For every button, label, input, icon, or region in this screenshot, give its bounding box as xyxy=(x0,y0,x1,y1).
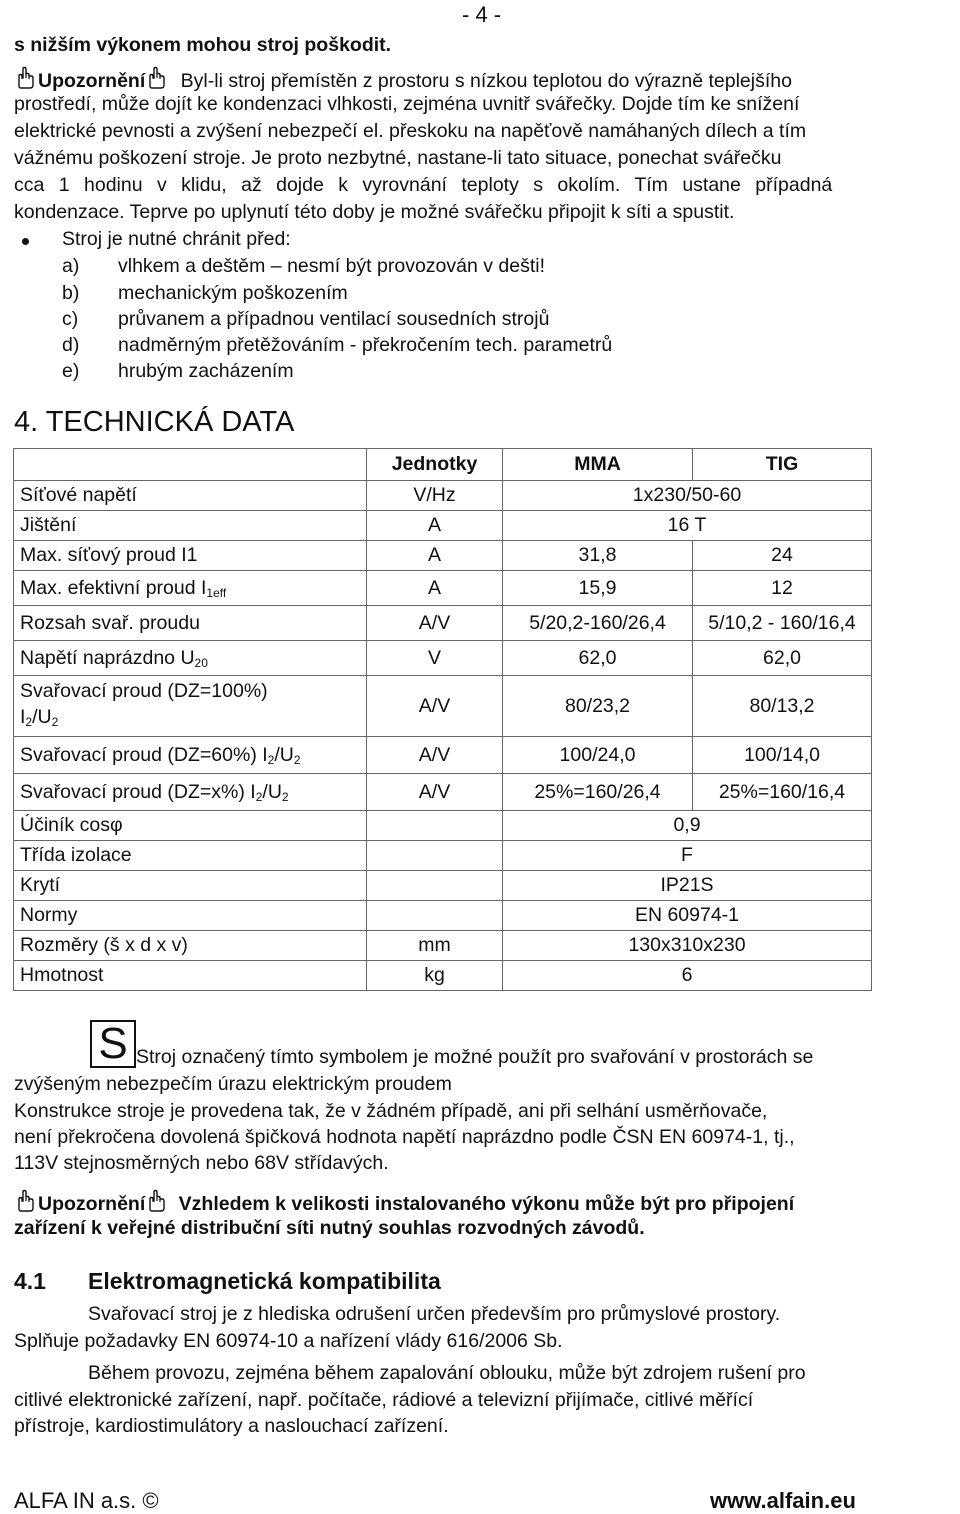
page-number: - 4 - xyxy=(462,2,502,27)
table-cell-tig: 80/13,2 xyxy=(693,676,872,737)
subsection-title: Elektromagnetická kompatibilita xyxy=(88,1268,441,1294)
label-text: /U xyxy=(274,743,294,766)
protect-bullet-text: Stroj je nutné chránit před: xyxy=(62,228,291,250)
warning-2-text: Vzhledem k velikosti instalovaného výkonu může být pro připojení xyxy=(178,1193,795,1215)
table-cell-tig: 5/10,2 - 160/16,4 xyxy=(693,606,872,641)
table-cell-label xyxy=(14,737,367,774)
emc-paragraph-text: Během provozu, zejména během zapalování oblouku, může být zdrojem rušení pro xyxy=(88,1362,806,1384)
label-text: Svařovací proud (DZ=100%) xyxy=(20,679,268,702)
label-text: Svařovací proud (DZ=x%) I xyxy=(20,780,256,803)
label-text: Napětí naprázdno U xyxy=(20,646,195,669)
list-letter: d) xyxy=(62,334,80,356)
table-cell-unit xyxy=(367,841,503,871)
list-item: vlhkem a deštěm – nesmí být provozován v dešti! xyxy=(118,255,546,277)
warning-text-line: prostředí, může dojít ke kondenzaci vlhkosti, zejména uvnitř svářečky. Dojde tím ke snížení xyxy=(14,93,800,115)
table-cell-label: Max. síťový proud I1 xyxy=(14,541,367,571)
table-cell-label: Rozsah svař. proudu xyxy=(14,606,367,641)
label-subscript: 2 xyxy=(25,714,33,729)
s-symbol-text: Stroj označený tímto symbolem je možné použít pro svařování v prostorách se xyxy=(136,1046,814,1068)
warning-text-line: kondenzace. Teprve po uplynutí této doby je možné svářečku připojit k síti a spustit. xyxy=(14,201,735,223)
table-cell-value: 16 T xyxy=(503,511,872,541)
warning-label: Upozornění xyxy=(38,70,146,92)
table-row xyxy=(14,961,872,991)
pointing-hand-icon xyxy=(145,1189,169,1213)
footer-company: ALFA IN a.s. © xyxy=(14,1488,159,1513)
table-cell-label: Krytí xyxy=(14,871,367,901)
table-cell-unit xyxy=(367,901,503,931)
table-cell-mma: 15,9 xyxy=(503,571,693,606)
table-row xyxy=(14,901,872,931)
footer-website-link[interactable]: www.alfain.eu xyxy=(710,1488,856,1513)
table-cell-mma: 5/20,2-160/26,4 xyxy=(503,606,693,641)
table-cell-unit: A xyxy=(367,541,503,571)
table-cell-unit: mm xyxy=(367,931,503,961)
warning-2-first-line xyxy=(14,1189,794,1216)
label-text: Max. efektivní proud I xyxy=(20,576,207,599)
table-cell-label xyxy=(14,641,367,676)
table-cell-unit: A/V xyxy=(367,676,503,737)
table-cell-label: Síťové napětí xyxy=(14,481,367,511)
list-letter: e) xyxy=(62,360,80,382)
table-cell-value: EN 60974-1 xyxy=(503,901,872,931)
table-row xyxy=(14,871,872,901)
table-header-empty xyxy=(14,449,367,481)
table-cell-unit: kg xyxy=(367,961,503,991)
table-header-tig: TIG xyxy=(693,449,872,481)
label-subscript: 2 xyxy=(293,752,301,767)
table-cell-label: Jištění xyxy=(14,511,367,541)
section-heading: 4. TECHNICKÁ DATA xyxy=(14,406,295,438)
subsection-number: 4.1 xyxy=(14,1268,46,1294)
table-cell-value: 130x310x230 xyxy=(503,931,872,961)
table-cell-unit: V xyxy=(367,641,503,676)
label-subscript: 20 xyxy=(194,655,208,670)
list-item: mechanickým poškozením xyxy=(118,282,348,304)
table-cell-mma: 80/23,2 xyxy=(503,676,693,737)
table-cell-label: Účiník cosφ xyxy=(14,811,367,841)
warning-paragraph-first-line xyxy=(14,66,792,93)
warning-label: Upozornění xyxy=(38,1193,146,1215)
label-subscript: 2 xyxy=(281,789,289,804)
list-letter: b) xyxy=(62,282,80,304)
table-cell-label xyxy=(14,571,367,606)
s-symbol-text: 113V stejnosměrných nebo 68V střídavých. xyxy=(14,1152,389,1174)
table-cell-unit xyxy=(367,811,503,841)
table-cell-unit xyxy=(367,871,503,901)
table-cell-label xyxy=(14,774,367,811)
s-safety-symbol: S xyxy=(90,1020,136,1068)
label-text: I xyxy=(20,705,26,728)
label-text: /U xyxy=(262,780,282,803)
label-text: Svařovací proud (DZ=60%) I xyxy=(20,743,268,766)
table-cell-mma: 31,8 xyxy=(503,541,693,571)
table-cell-tig: 12 xyxy=(693,571,872,606)
s-symbol-text: Konstrukce stroje je provedena tak, že v žádném případě, ani při selhání usměrňovače, xyxy=(14,1100,768,1122)
table-header-row xyxy=(14,449,872,481)
table-row xyxy=(14,641,872,676)
table-cell-tig: 100/14,0 xyxy=(693,737,872,774)
label-text: /U xyxy=(32,705,52,728)
table-cell-unit: V/Hz xyxy=(367,481,503,511)
emc-paragraph-text: Splňuje požadavky EN 60974-10 a nařízení vlády 616/2006 Sb. xyxy=(14,1330,563,1352)
warning-text-line: elektrické pevnosti a zvýšení nebezpečí el. přeskoku na napěťově namáhaných dílech a tím xyxy=(14,120,807,142)
table-cell-value: F xyxy=(503,841,872,871)
label-subscript: 2 xyxy=(51,714,59,729)
pointing-hand-icon xyxy=(145,66,169,90)
technical-data-table xyxy=(13,448,872,991)
emc-paragraph-text: Svařovací stroj je z hlediska odrušení určen především pro průmyslové prostory. xyxy=(88,1303,781,1325)
table-cell-mma: 25%=160/26,4 xyxy=(503,774,693,811)
warning-text-line: cca 1 hodinu v klidu, až dojde k vyrovnání teploty s okolím. Tím ustane případná xyxy=(14,174,833,196)
table-row xyxy=(14,481,872,511)
table-row xyxy=(14,541,872,571)
table-header-units: Jednotky xyxy=(367,449,503,481)
s-symbol-text: zvýšeným nebezpečím úrazu elektrickým proudem xyxy=(14,1073,452,1095)
list-item: průvanem a případnou ventilací sousedních strojů xyxy=(118,308,550,330)
table-cell-tig: 25%=160/16,4 xyxy=(693,774,872,811)
table-cell-unit: A/V xyxy=(367,737,503,774)
list-letter: a) xyxy=(62,255,80,277)
table-row xyxy=(14,811,872,841)
table-cell-label: Normy xyxy=(14,901,367,931)
table-row xyxy=(14,774,872,811)
table-cell-value: 0,9 xyxy=(503,811,872,841)
table-row xyxy=(14,841,872,871)
table-cell-label: Třída izolace xyxy=(14,841,367,871)
pointing-hand-icon xyxy=(14,1189,38,1213)
warning-2-text: zařízení k veřejné distribuční síti nutný souhlas rozvodných závodů. xyxy=(14,1217,645,1239)
table-cell-tig: 24 xyxy=(693,541,872,571)
list-item: nadměrným přetěžováním - překročením tech. parametrů xyxy=(118,334,613,356)
table-row xyxy=(14,676,872,737)
table-cell-unit: A/V xyxy=(367,606,503,641)
table-cell-mma: 100/24,0 xyxy=(503,737,693,774)
table-cell-tig: 62,0 xyxy=(693,641,872,676)
emc-paragraph-text: citlivé elektronické zařízení, např. počítače, rádiové a televizní přijímače, citlivé měřící xyxy=(14,1389,754,1411)
table-cell-value: 1x230/50-60 xyxy=(503,481,872,511)
label-subscript: 1eff xyxy=(206,585,227,600)
list-letter: c) xyxy=(62,308,79,330)
warning-text: Byl-li stroj přemístěn z prostoru s nízkou teplotou do výrazně teplejšího xyxy=(180,70,792,92)
intro-line: s nižším výkonem mohou stroj poškodit. xyxy=(14,34,392,56)
table-header-mma: MMA xyxy=(503,449,693,481)
table-row xyxy=(14,606,872,641)
table-cell-label xyxy=(14,676,367,737)
s-symbol-text: není překročena dovolená špičková hodnota napětí naprázdno podle ČSN EN 60974-1, tj., xyxy=(14,1126,795,1148)
table-row xyxy=(14,737,872,774)
emc-paragraph-text: přístroje, kardiostimulátory a naslouchací zařízení. xyxy=(14,1415,449,1437)
pointing-hand-icon xyxy=(14,66,38,90)
label-subscript: 2 xyxy=(255,789,263,804)
table-cell-mma: 62,0 xyxy=(503,641,693,676)
table-cell-unit: A xyxy=(367,511,503,541)
label-subscript: 2 xyxy=(267,752,275,767)
table-cell-unit: A/V xyxy=(367,774,503,811)
table-cell-value: IP21S xyxy=(503,871,872,901)
table-row xyxy=(14,511,872,541)
table-cell-value: 6 xyxy=(503,961,872,991)
bullet-dot xyxy=(22,238,29,245)
list-item: hrubým zacházením xyxy=(118,360,294,382)
table-cell-label: Hmotnost xyxy=(14,961,367,991)
table-row xyxy=(14,931,872,961)
table-cell-label: Rozměry (š x d x v) xyxy=(14,931,367,961)
warning-text-line: vážnému poškození stroje. Je proto nezbytné, nastane-li tato situace, ponechat svářečku xyxy=(14,147,782,169)
table-row xyxy=(14,571,872,606)
table-cell-unit: A xyxy=(367,571,503,606)
